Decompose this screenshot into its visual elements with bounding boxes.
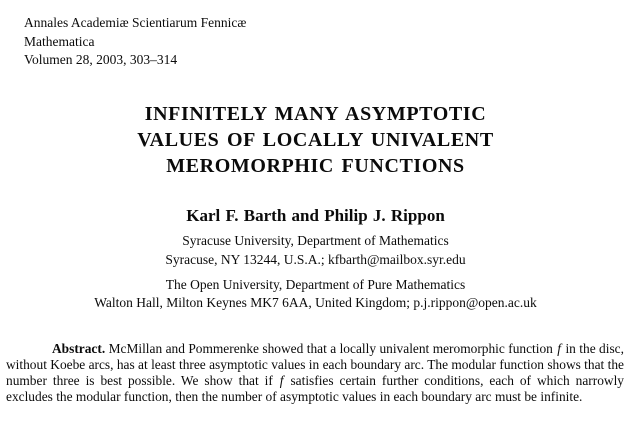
paper-title: [0, 101, 631, 179]
journal-series: Mathematica: [24, 33, 95, 49]
affiliation-syracuse-dept: Syracuse University, Department of Mathematics: [182, 233, 449, 248]
math-f-symbol: f: [557, 341, 562, 356]
authors-line: Karl F. Barth and Philip J. Rippon: [186, 206, 445, 225]
abstract-text-1: McMillan and Pommerenke showed that a locally univalent meromorphic function: [105, 341, 557, 356]
paper-title-line-3: MEROMORPHIC FUNCTIONS: [166, 155, 465, 177]
journal-header: [24, 14, 246, 70]
paper-title-line-2: VALUES OF LOCALLY UNIVALENT: [137, 129, 494, 151]
abstract-text-3: satisfies certain further conditions, each of which narrowly excludes the modular function, then the number of asymptotic values in each boundary arc must be infinite.: [6, 373, 624, 405]
abstract-label: Abstract.: [52, 341, 106, 356]
journal-name: Annales Academiæ Scientiarum Fennicæ: [24, 15, 247, 30]
abstract-text-2: in the disc, without Koebe arcs, has at least three asymptotic values in each boundary arc. The modular function shows that the number three is best possible. We show that if: [6, 341, 624, 389]
abstract-paragraph: [6, 341, 624, 405]
math-f-symbol: f: [279, 373, 284, 389]
affiliation-open-university-dept: The Open University, Department of Pure Mathematics: [165, 277, 466, 292]
paper-title-line-1: INFINITELY MANY ASYMPTOTIC: [144, 103, 487, 125]
affiliation-open-university-address: Walton Hall, Milton Keynes MK7 6AA, United Kingdom; p.j.rippon@open.ac.uk: [94, 295, 537, 310]
affiliation-syracuse-address: Syracuse, NY 13244, U.S.A.; kfbarth@mailbox.syr.edu: [165, 252, 466, 267]
journal-volume-info: Volumen 28, 2003, 303–314: [24, 52, 178, 67]
